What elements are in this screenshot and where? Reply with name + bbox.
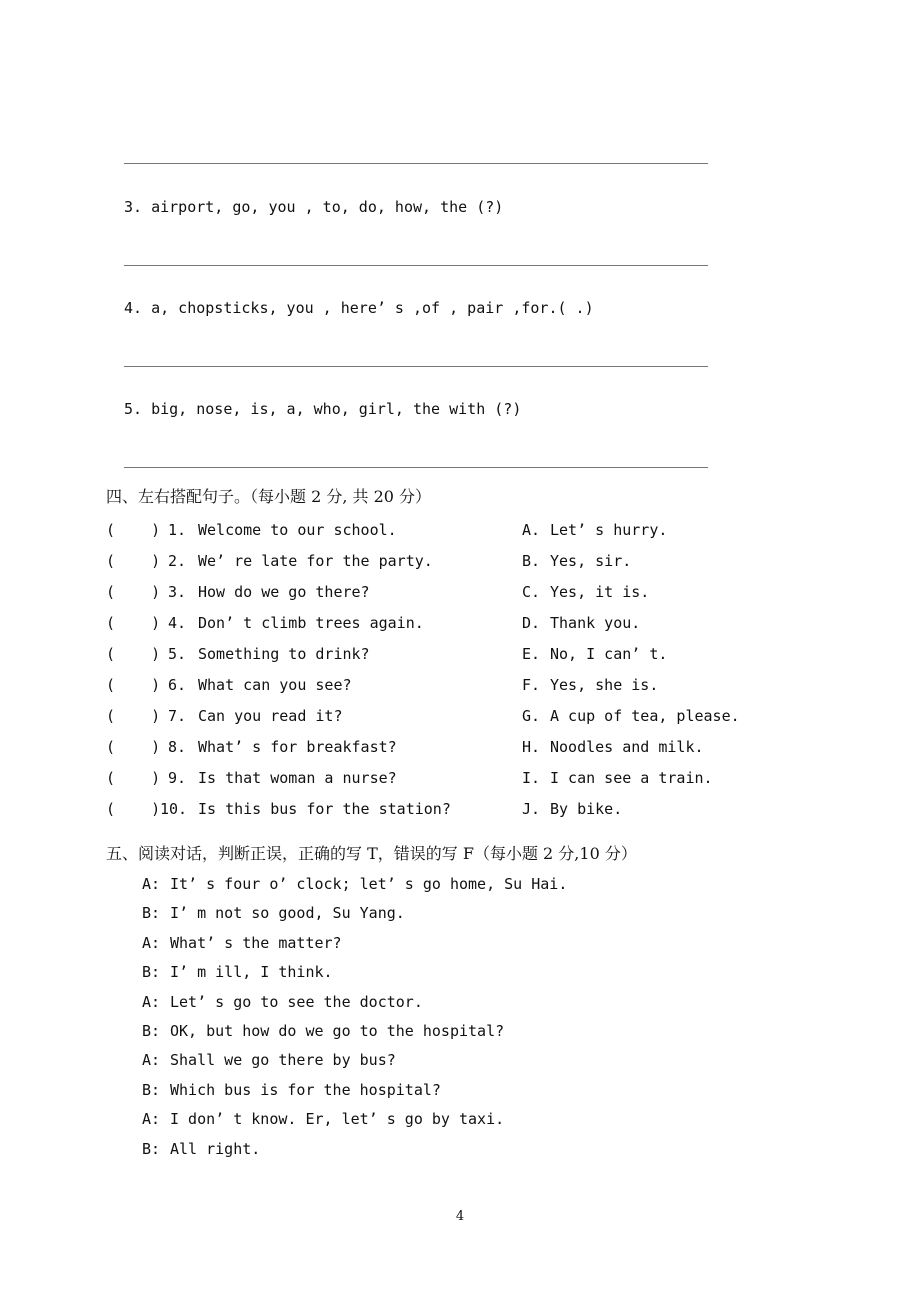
question-number: 4. [168,614,187,632]
speaker-label: A: [142,934,161,952]
question-text: Is this bus for the station? [198,800,451,818]
question-text: Is that woman a nurse? [198,769,397,787]
option-letter: A. [522,521,541,539]
option-text: I can see a train. [550,769,713,787]
speech-text: All right. [170,1140,261,1158]
option-letter: J. [522,800,541,818]
answer-blank[interactable]: ( ) [106,800,161,818]
page-number: 4 [455,1209,465,1224]
answer-blank[interactable]: ( ) [106,769,161,787]
answer-blank[interactable]: ( ) [106,583,161,601]
option-letter: F. [522,676,541,694]
speaker-label: A: [142,993,161,1011]
answer-line [124,265,708,266]
speaker-label: B: [142,1022,161,1040]
question-text: We’ re late for the party. [198,552,433,570]
dialogue-line [142,901,782,925]
question-number: 10. [160,800,188,818]
option-text: Yes, she is. [550,676,659,694]
option-letter: I. [522,769,541,787]
speaker-label: A: [142,1110,161,1128]
dialogue-line [142,960,782,984]
question-text: What’ s for breakfast? [198,738,397,756]
speaker-label: A: [142,1051,161,1069]
option-text: A cup of tea, please. [550,707,740,725]
question-number: 6. [168,676,187,694]
question-text: Don’ t climb trees again. [198,614,424,632]
answer-blank[interactable]: ( ) [106,738,161,756]
option-letter: C. [522,583,541,601]
question-text: Welcome to our school. [198,521,397,539]
dialogue-line [142,1048,782,1072]
match-row [106,704,786,728]
answer-blank[interactable]: ( ) [106,552,161,570]
answer-blank[interactable]: ( ) [106,645,161,663]
reorder-item-3: 3. airport, go, you , to, do, how, the (?) [124,198,504,216]
question-number: 7. [168,707,187,725]
speaker-label: B: [142,963,161,981]
match-row [106,766,786,790]
dialogue-line [142,990,782,1014]
match-row [106,797,786,821]
speaker-label: B: [142,904,161,922]
question-text: What can you see? [198,676,352,694]
speech-text: I’ m ill, I think. [170,963,333,981]
option-text: Yes, sir. [550,552,632,570]
question-number: 8. [168,738,187,756]
option-text: Let’ s hurry. [550,521,668,539]
match-row [106,580,786,604]
option-letter: E. [522,645,541,663]
question-text: How do we go there? [198,583,370,601]
speaker-label: A: [142,875,161,893]
speech-text: It’ s four o’ clock; let’ s go home, Su Hai. [170,875,568,893]
option-text: Thank you. [550,614,641,632]
match-row [106,611,786,635]
dialogue-line [142,931,782,955]
question-number: 5. [168,645,187,663]
question-number: 3. [168,583,187,601]
answer-blank[interactable]: ( ) [106,676,161,694]
option-letter: H. [522,738,541,756]
match-row [106,735,786,759]
answer-line [124,366,708,367]
dialogue-line [142,1019,782,1043]
option-letter: D. [522,614,541,632]
speech-text: What’ s the matter? [170,934,342,952]
question-text: Something to drink? [198,645,370,663]
dialogue-line [142,1078,782,1102]
answer-line [124,467,708,468]
reorder-item-5: 5. big, nose, is, a, who, girl, the with (?) [124,400,522,418]
answer-blank[interactable]: ( ) [106,521,161,539]
option-text: Noodles and milk. [550,738,704,756]
dialogue-line [142,1107,782,1131]
dialogue-line [142,1137,782,1161]
section-4-title: 四、左右搭配句子。（每小题 2 分, 共 20 分） [106,487,432,506]
dialogue-line [142,872,782,896]
match-row [106,549,786,573]
speaker-label: B: [142,1081,161,1099]
speech-text: I don’ t know. Er, let’ s go by taxi. [170,1110,505,1128]
question-text: Can you read it? [198,707,343,725]
section-5-title: 五、阅读对话，判断正误，正确的写 T，错误的写 F（每小题 2 分,10 分） [106,844,637,863]
answer-blank[interactable]: ( ) [106,614,161,632]
option-text: Yes, it is. [550,583,650,601]
reorder-item-4: 4. a, chopsticks, you , here’ s ,of , pair ,for.( .) [124,299,594,317]
option-letter: G. [522,707,541,725]
match-row [106,518,786,542]
match-row [106,642,786,666]
speech-text: Let’ s go to see the doctor. [170,993,423,1011]
question-number: 2. [168,552,187,570]
speech-text: Shall we go there by bus? [170,1051,396,1069]
speaker-label: B: [142,1140,161,1158]
question-number: 1. [168,521,187,539]
option-letter: B. [522,552,541,570]
answer-line [124,163,708,164]
speech-text: I’ m not so good, Su Yang. [170,904,405,922]
speech-text: OK, but how do we go to the hospital? [170,1022,505,1040]
match-row [106,673,786,697]
answer-blank[interactable]: ( ) [106,707,161,725]
speech-text: Which bus is for the hospital? [170,1081,441,1099]
question-number: 9. [168,769,187,787]
option-text: No, I can’ t. [550,645,668,663]
option-text: By bike. [550,800,623,818]
